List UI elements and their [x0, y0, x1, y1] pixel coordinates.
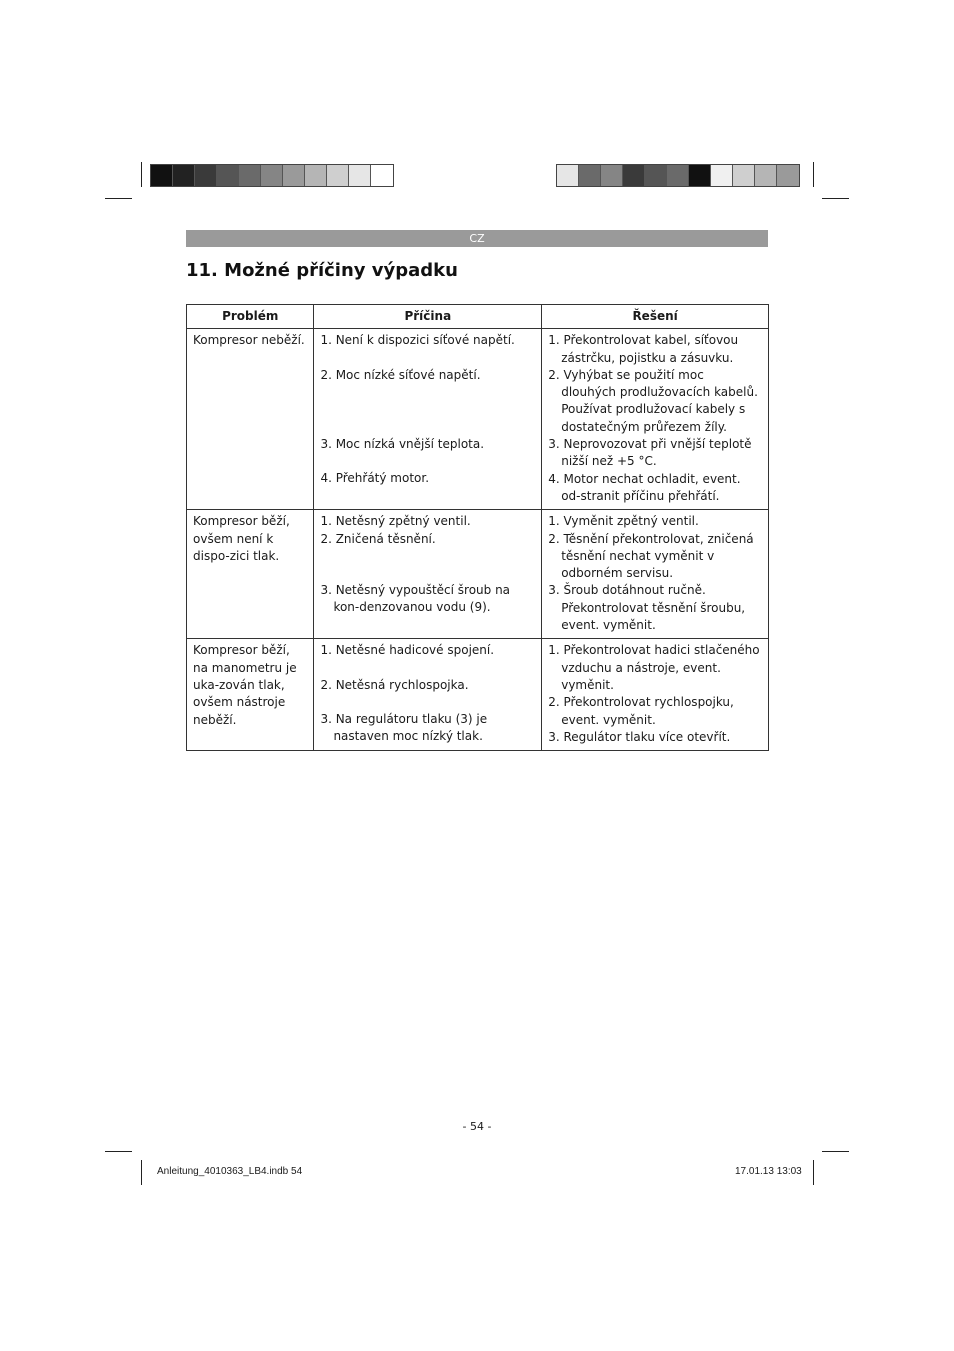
cause-item: 3. Netěsný vypouštěcí šroub na kon-denzovanou vodu (9). — [320, 582, 511, 615]
solution-item: 4. Motor nechat ochladit, event. od-stranit příčinu přehřátí. — [548, 471, 741, 503]
solution-item: 2. Vyhýbat se použití moc dlouhých prodlužovacích kabelů. Používat prodlužovací kabely s dostatečným průřezem žíly. — [548, 367, 758, 434]
problem-text: Kompresor běží, ovšem není k dispo-zici tlak. — [193, 514, 290, 563]
crop-mark — [813, 1160, 814, 1185]
footer-file-info: Anleitung_4010363_LB4.indb 54 — [157, 1166, 303, 1177]
crop-mark — [822, 198, 849, 199]
color-swatch — [283, 165, 305, 186]
problem-cell — [187, 639, 314, 751]
crop-mark — [822, 1151, 849, 1152]
color-swatch — [777, 165, 799, 186]
cause-item: 3. Na regulátoru tlaku (3) je nastaven moc nízký tlak. — [320, 711, 488, 744]
color-swatch — [711, 165, 733, 186]
problem-cell — [187, 510, 314, 639]
cause-item: 3. Moc nízká vnější teplota. — [320, 436, 485, 451]
color-swatch — [327, 165, 349, 186]
section-title: 11. Možné příčiny výpadku — [186, 260, 458, 281]
page-number: - 54 - — [462, 1120, 492, 1133]
color-swatch — [151, 165, 173, 186]
problem-text: Kompresor neběží. — [193, 333, 305, 348]
color-swatch — [195, 165, 217, 186]
cause-item: 1. Není k dispozici síťové napětí. — [320, 333, 515, 348]
color-swatch — [579, 165, 601, 186]
color-swatch — [689, 165, 711, 186]
solution-cell — [542, 329, 769, 510]
color-swatch — [733, 165, 755, 186]
solution-item: 1. Překontrolovat hadici stlačeného vzduchu a nástroje, event. vyměnit. — [548, 643, 760, 692]
solution-cell — [542, 510, 769, 639]
cause-cell — [314, 329, 542, 510]
column-header-cause: Příčina — [314, 305, 542, 329]
cause-cell — [314, 639, 542, 751]
cause-item: 1. Netěsný zpětný ventil. — [320, 514, 471, 529]
cause-item: 2. Zničená těsnění. — [320, 531, 436, 546]
solution-item: 3. Šroub dotáhnout ručně. Překontrolovat těsnění šroubu, event. vyměnit. — [548, 583, 746, 633]
solution-item: 1. Vyměnit zpětný ventil. — [548, 514, 699, 529]
solution-item: 1. Překontrolovat kabel, síťovou zástrčku, pojistku a zásuvku. — [548, 333, 739, 365]
crop-mark — [105, 1151, 132, 1152]
solution-item: 3. Regulátor tlaku více otevřít. — [548, 729, 731, 744]
cause-item: 2. Moc nízké síťové napětí. — [320, 367, 481, 382]
cause-item: 4. Přehřátý motor. — [320, 471, 430, 486]
cause-item: 2. Netěsná rychlospojka. — [320, 677, 469, 692]
color-swatch — [349, 165, 371, 186]
solution-item: 3. Neprovozovat při vnější teplotě nižší než +5 °C. — [548, 437, 752, 469]
color-swatch — [217, 165, 239, 186]
footer-datetime: 17.01.13 13:03 — [735, 1166, 802, 1177]
column-header-problem: Problém — [187, 305, 314, 329]
registration-color-bar-right — [556, 164, 800, 187]
column-header-solution: Řešení — [542, 305, 769, 329]
crop-mark — [813, 162, 814, 187]
troubleshooting-table — [186, 304, 769, 751]
language-band — [186, 230, 768, 247]
registration-color-bar-left — [150, 164, 394, 187]
color-swatch — [371, 165, 393, 186]
color-swatch — [239, 165, 261, 186]
color-swatch — [173, 165, 195, 186]
color-swatch — [645, 165, 667, 186]
color-swatch — [261, 165, 283, 186]
color-swatch — [601, 165, 623, 186]
table-row — [187, 510, 769, 639]
solution-item: 2. Těsnění překontrolovat, zničená těsnění nechat vyměnit v odborném servisu. — [548, 531, 754, 581]
solution-cell — [542, 639, 769, 751]
problem-cell — [187, 329, 314, 510]
table-row — [187, 329, 769, 510]
color-swatch — [755, 165, 777, 186]
table-row — [187, 639, 769, 751]
color-swatch — [623, 165, 645, 186]
language-label: CZ — [469, 232, 485, 245]
crop-mark — [141, 162, 142, 187]
cause-cell — [314, 510, 542, 639]
color-swatch — [667, 165, 689, 186]
color-swatch — [557, 165, 579, 186]
problem-text: Kompresor běží, na manometru je uka-zován tlak, ovšem nástroje neběží. — [193, 643, 297, 727]
solution-item: 2. Překontrolovat rychlospojku, event. vyměnit. — [548, 695, 734, 727]
color-swatch — [305, 165, 327, 186]
table-header-row — [187, 305, 769, 329]
cause-item: 1. Netěsné hadicové spojení. — [320, 643, 495, 658]
crop-mark — [105, 198, 132, 199]
crop-mark — [141, 1160, 142, 1185]
